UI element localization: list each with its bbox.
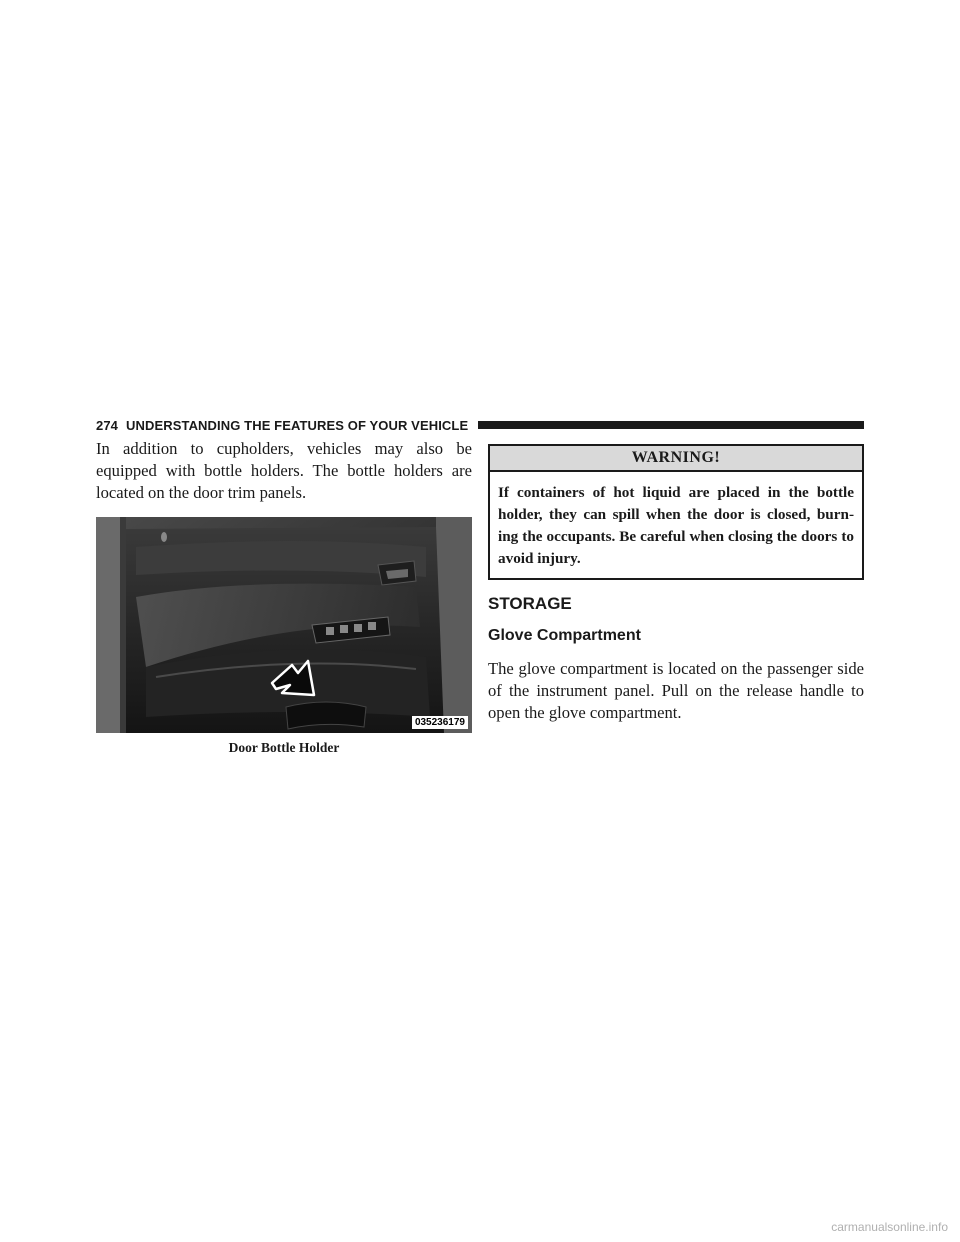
- warning-box: [488, 444, 864, 580]
- right-column: [488, 444, 864, 724]
- left-column: [96, 438, 472, 756]
- watermark: carmanualsonline.info: [831, 1220, 948, 1234]
- header-rule: [478, 421, 864, 429]
- door-bottle-holder-figure: [96, 517, 472, 733]
- warning-body: If containers of hot liquid are placed in the bottle holder, they can spill when the door is closed, burn- ing the occupants. Be careful when closing the doors to avoid injury.: [498, 484, 854, 567]
- bottle-holder-paragraph: In addition to cupholders, vehicles may also be equipped with bottle holders. The bottle holders are located on the door trim panels.: [96, 439, 472, 502]
- storage-heading: STORAGE: [488, 594, 572, 613]
- section-title: UNDERSTANDING THE FEATURES OF YOUR VEHICLE: [126, 417, 469, 433]
- warning-title: WARNING!: [490, 446, 862, 472]
- glove-compartment-heading: Glove Compartment: [488, 627, 641, 644]
- figure-code: 035236179: [412, 716, 468, 729]
- door-panel-illustration: [96, 517, 472, 733]
- page-number: 274: [96, 417, 118, 433]
- glove-compartment-paragraph: The glove compartment is located on the passenger side of the instrument panel. Pull on the release handle to open the glove compartment.: [488, 659, 864, 722]
- figure-caption: Door Bottle Holder: [228, 740, 340, 755]
- page-header: [96, 415, 864, 435]
